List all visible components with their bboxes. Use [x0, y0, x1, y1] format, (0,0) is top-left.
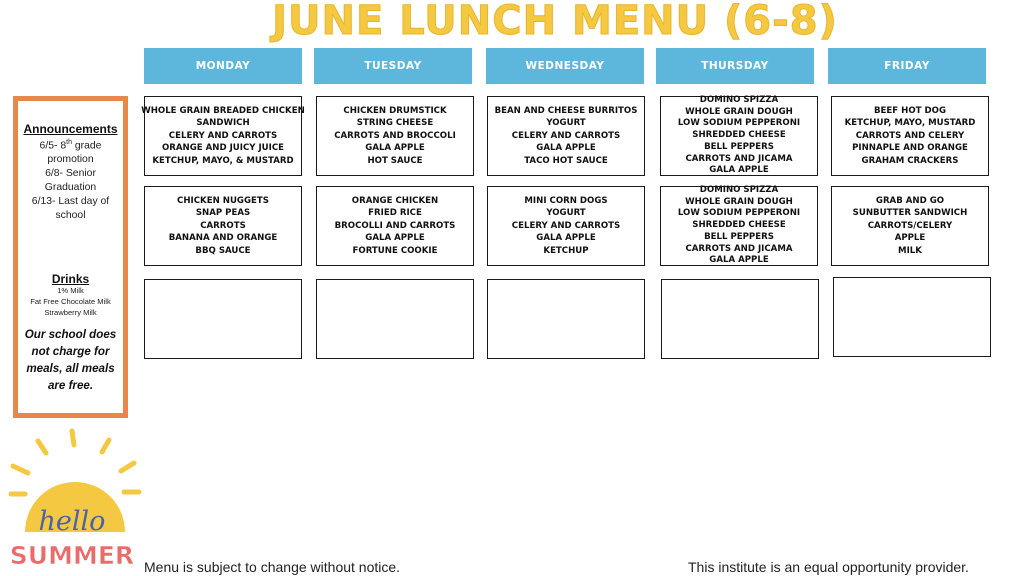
announcement-superscript: th: [66, 139, 72, 146]
menu-cell-tuesday-week2: [316, 186, 474, 266]
announcements-panel: [13, 96, 128, 418]
menu-item: BANANA AND ORANGE: [168, 233, 278, 244]
menu-item: CARROTS/CELERY: [867, 220, 953, 231]
menu-cell-wednesday-week3: [487, 279, 645, 359]
hello-summer-logo: [8, 428, 148, 573]
menu-cell-thursday-week3: [661, 279, 819, 359]
menu-item: WHOLE GRAIN DOUGH: [685, 106, 793, 117]
logo-summer: SUMMER: [9, 541, 135, 570]
menu-item: GALA APPLE: [536, 143, 596, 154]
menu-item: GALA APPLE: [709, 255, 769, 266]
menu-cell-tuesday-week1: [316, 96, 474, 176]
menu-item: SUNBUTTER SANDWICH: [852, 208, 968, 219]
menu-item: KETCHUP, MAYO, MUSTARD: [844, 118, 976, 129]
footer-equal-opportunity: This institute is an equal opportunity provider.: [688, 559, 969, 575]
menu-item: CARROTS AND BROCCOLI: [334, 130, 456, 141]
menu-item: GALA APPLE: [709, 165, 769, 176]
announcement-item: 6/8- Senior Graduation: [44, 168, 97, 194]
menu-cell-friday-week1: [831, 96, 989, 176]
menu-item: LOW SODIUM PEPPERONI: [677, 118, 801, 129]
drink-item: 1% Milk: [57, 286, 84, 296]
menu-item: BBQ SAUCE: [195, 245, 251, 256]
menu-item: BROCOLLI AND CARROTS: [334, 220, 456, 231]
menu-item: DOMINO SPIZZA: [699, 95, 779, 106]
menu-item: CARROTS: [200, 220, 246, 231]
menu-item: CELERY AND CARROTS: [168, 130, 278, 141]
day-header-monday: MONDAY: [144, 48, 302, 84]
menu-item: CELERY AND CARROTS: [511, 220, 621, 231]
menu-item: GALA APPLE: [365, 233, 425, 244]
menu-item: YOGURT: [546, 118, 586, 129]
menu-cell-monday-week2: [144, 186, 302, 266]
announcement-text: 6/5- 8: [39, 140, 67, 152]
menu-item: WHOLE GRAIN BREADED CHICKEN: [141, 105, 305, 116]
menu-item: CELERY AND CARROTS: [511, 130, 621, 141]
menu-item: SHREDDED CHEESE: [692, 130, 786, 141]
drinks-title: Drinks: [51, 272, 90, 287]
menu-item: PINNAPLE AND ORANGE: [852, 143, 968, 154]
menu-item: GRAHAM CRACKERS: [861, 155, 959, 166]
day-header-tuesday: TUESDAY: [314, 48, 472, 84]
day-header-thursday: THURSDAY: [656, 48, 814, 84]
menu-cell-thursday-week1: [660, 96, 818, 176]
menu-item: CARROTS AND CELERY: [855, 130, 965, 141]
menu-item: MINI CORN DOGS: [524, 195, 608, 206]
announcement-item: 6/13- Last day of school: [31, 196, 110, 222]
page-title: JUNE LUNCH MENU (6-8): [272, 0, 838, 44]
menu-item: KETCHUP, MAYO, & MUSTARD: [152, 155, 294, 166]
menu-item: STRING CHEESE: [356, 118, 434, 129]
announcements-title: Announcements: [23, 122, 118, 136]
menu-item: ORANGE CHICKEN: [351, 195, 439, 206]
menu-item: LOW SODIUM PEPPERONI: [677, 208, 801, 219]
menu-cell-monday-week1: [141, 96, 305, 176]
menu-item: TACO HOT SAUCE: [524, 155, 608, 166]
drink-item: Fat Free Chocolate Milk: [30, 297, 111, 307]
menu-item: APPLE: [894, 233, 926, 244]
menu-item: GALA APPLE: [536, 233, 596, 244]
menu-cell-monday-week3: [144, 279, 302, 359]
menu-item: BEAN AND CHEESE BURRITOS: [494, 105, 638, 116]
menu-item: HOT SAUCE: [367, 155, 423, 166]
menu-cell-friday-week3: [833, 277, 991, 357]
free-meals-notice: Our school does not charge for meals, all meals are free.: [24, 328, 117, 393]
menu-item: BEEF HOT DOG: [874, 105, 946, 116]
menu-item: WHOLE GRAIN DOUGH: [685, 196, 793, 207]
announcement-text: grade promotion: [47, 140, 102, 166]
menu-item: CARROTS AND JICAMA: [685, 243, 793, 254]
menu-item: GRAB AND GO: [875, 195, 945, 206]
menu-item: DOMINO SPIZZA: [699, 185, 779, 196]
day-header-friday: FRIDAY: [828, 48, 986, 84]
menu-item: SHREDDED CHEESE: [692, 220, 786, 231]
menu-item: CARROTS AND JICAMA: [685, 153, 793, 164]
menu-item: CHICKEN DRUMSTICK: [343, 105, 447, 116]
menu-cell-wednesday-week1: [487, 96, 645, 176]
menu-item: SNAP PEAS: [195, 208, 251, 219]
menu-cell-tuesday-week3: [316, 279, 474, 359]
footer-disclaimer: Menu is subject to change without notice.: [144, 559, 401, 575]
menu-item: FORTUNE COOKIE: [352, 245, 438, 256]
menu-item: BELL PEPPERS: [704, 231, 774, 242]
day-header-wednesday: WEDNESDAY: [486, 48, 644, 84]
announcement-item: [18, 136, 123, 167]
menu-item: CHICKEN NUGGETS: [177, 195, 269, 206]
menu-item: BELL PEPPERS: [704, 141, 774, 152]
menu-cell-friday-week2: [831, 186, 989, 266]
logo-hello: hello: [38, 506, 106, 537]
menu-item: SANDWICH: [196, 118, 250, 129]
menu-item: MILK: [898, 245, 922, 256]
menu-item: FRIED RICE: [368, 208, 422, 219]
drink-item: Strawberry Milk: [44, 307, 97, 317]
menu-cell-thursday-week2: [660, 186, 818, 266]
menu-item: KETCHUP: [543, 245, 589, 256]
menu-item: GALA APPLE: [365, 143, 425, 154]
menu-item: YOGURT: [546, 208, 586, 219]
menu-cell-wednesday-week2: [487, 186, 645, 266]
menu-item: ORANGE AND JUICY JUICE: [161, 143, 285, 154]
